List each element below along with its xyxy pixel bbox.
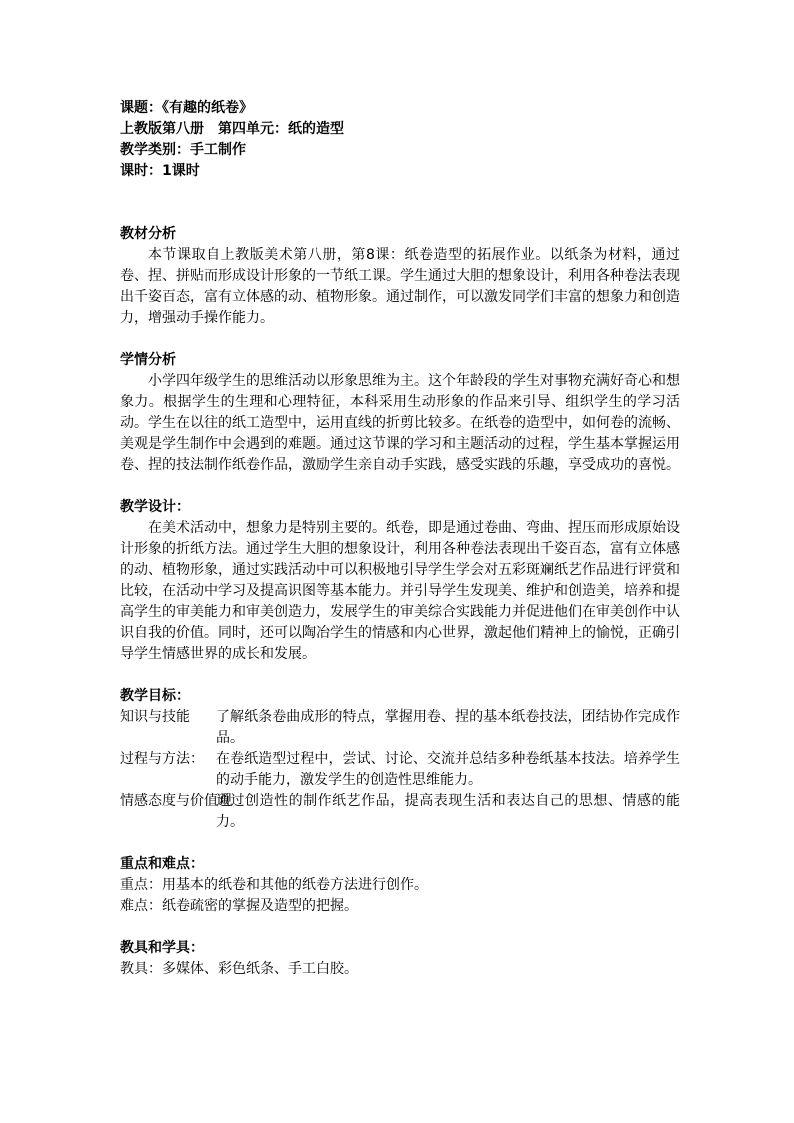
objectives-title: 教学目标： [120, 688, 190, 704]
objective-text: 了解纸条卷曲成形的特点，掌握用卷、捏的基本纸卷技法，团结协作完成作品。 [216, 709, 680, 746]
objective-text: 在卷纸造型过程中，尝试、讨论、交流并总结多种卷纸基本技法。培养学生的动手能力，激发学生的创造性思维能力。 [216, 751, 680, 788]
objective-item [120, 749, 680, 791]
teaching-category: 教学类别：手工制作 [120, 142, 246, 158]
spacer [120, 182, 680, 224]
class-hours: 课时：1课时 [120, 163, 200, 179]
textbook-unit: 上教版第八册 第四单元：纸的造型 [120, 121, 344, 137]
key-point-difficulty: 难点：纸卷疏密的掌握及造型的把握。 [120, 898, 358, 914]
tools-section [120, 938, 680, 980]
objective-text: 通过创造性的制作纸艺作品，提高表现生活和表达自己的思想、情感的能力。 [216, 793, 680, 830]
material-analysis-section [120, 224, 680, 329]
key-point-focus: 重点：用基本的纸卷和其他的纸卷方法进行创作。 [120, 877, 428, 893]
objectives-section [120, 686, 680, 833]
document-content [120, 98, 680, 980]
objective-item [120, 791, 680, 833]
material-analysis-title: 教材分析 [120, 226, 176, 242]
tools-title: 教具和学具： [120, 940, 204, 956]
teacher-tools: 教具：多媒体、彩色纸条、手工白胶。 [120, 961, 358, 977]
lesson-topic: 课题：《有趣的纸卷》 [120, 100, 253, 116]
objective-label: 情感态度与价值观 [120, 793, 232, 809]
spacer [120, 665, 680, 686]
teaching-design-text: 在美术活动中，想象力是特别主要的。纸卷，即是通过卷曲、弯曲、捏压而形成原始设计形象的折纸方法。通过学生大胆的想象设计，利用各种卷法表现出千姿百态，富有立体感的动、植物形象，通过实践活动中可以积极地引导学生学会对五彩斑斓纸艺作品进行评赏和比较，在活动中学习及提高识图等基本能力。并引导学生发现美、维护和创造美，培养和提高学生的审美能力和审美创造力，发展学生的审美综合实践能力并促进他们在审美创作中认识自我的价值。同时，还可以陶冶学生的情感和内心世界，激起他们精神上的愉悦，正确引导学生情感世界的成长和发展。 [120, 520, 680, 662]
objective-item [120, 707, 680, 749]
spacer [120, 476, 680, 497]
teaching-design-section [120, 497, 680, 665]
spacer [120, 833, 680, 854]
objective-label: 过程与方法： [120, 751, 204, 767]
material-analysis-text: 本节课取自上教版美术第八册，第8课：纸卷造型的拓展作业。以纸条为材料，通过卷、捏、拼贴而形成设计形象的一节纸工课。学生通过大胆的想象设计，利用各种卷法表现出千姿百态，富有立体感的动、植物形象。通过制作，可以激发同学们丰富的想象力和创造力，增强动手操作能力。 [120, 247, 680, 326]
student-analysis-title: 学情分析 [120, 352, 176, 368]
spacer [120, 329, 680, 350]
student-analysis-section [120, 350, 680, 476]
teaching-design-title: 教学设计： [120, 499, 190, 515]
spacer [120, 917, 680, 938]
student-analysis-text: 小学四年级学生的思维活动以形象思维为主。这个年龄段的学生对事物充满好奇心和想象力。根据学生的生理和心理特征，本科采用生动形象的作品来引导、组织学生的学习活动。学生在以往的纸工造型中，运用直线的折剪比较多。在纸卷的造型中，如何卷的流畅、美观是学生制作中会遇到的难题。通过这节课的学习和主题活动的过程，学生基本掌握运用卷、捏的技法制作纸卷作品，激励学生亲自动手实践，感受实践的乐趣，享受成功的喜悦。 [120, 373, 680, 473]
key-points-title: 重点和难点： [120, 856, 204, 872]
key-points-section [120, 854, 680, 917]
objective-label: 知识与技能 [120, 709, 190, 725]
